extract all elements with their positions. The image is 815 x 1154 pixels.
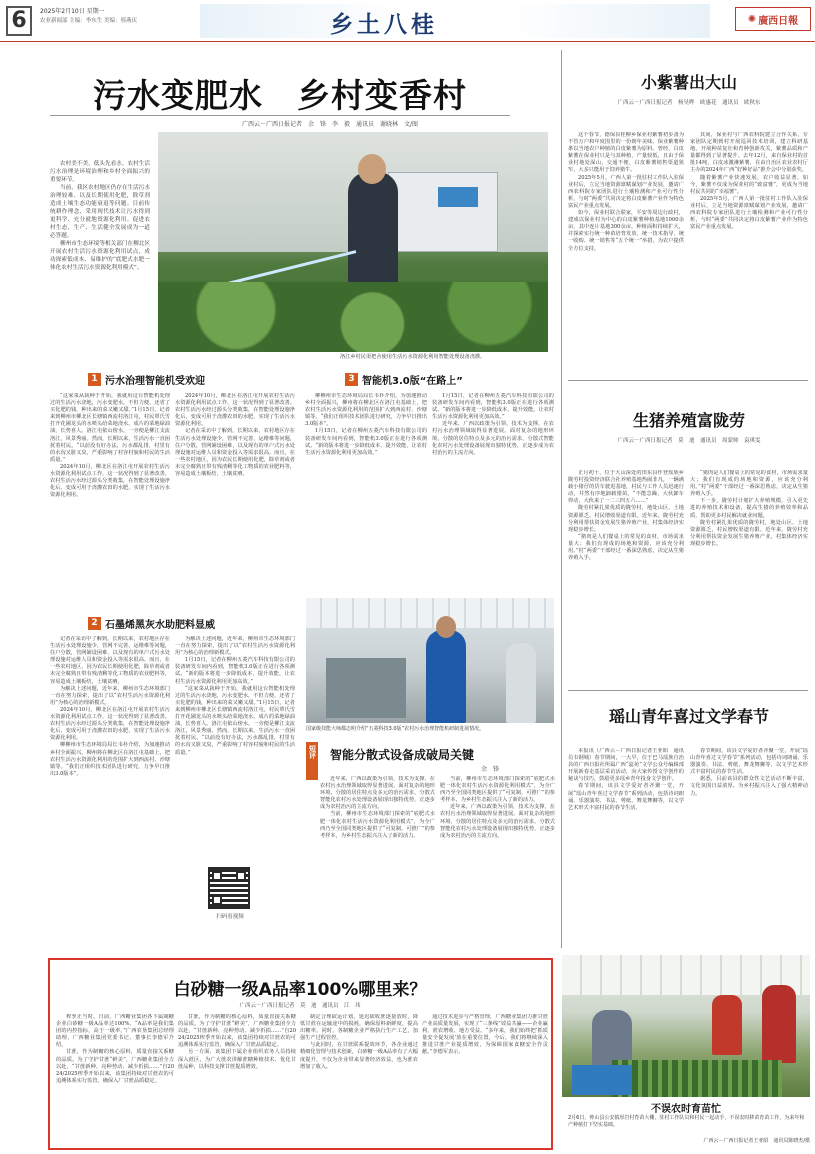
lab-photo-caption: 国家级技能大师都志明介绍“五菱科技3.0版”农村污水治理智能机研制进展情况。 <box>306 726 485 732</box>
body-paragraph: “猪肉是人们餐桌上的常见的食材，市场需求量大；我们有现成的场地和资源，应该充分利用。”村“两委”干部经过一番深思熟虑，决定从生猪养殖入手。 <box>690 470 808 498</box>
seedling-tray-blue <box>572 1065 632 1095</box>
nursery-photo-title: 不误农时育苗忙 <box>651 1104 721 1115</box>
sugar-byline: 广西云－广西日报记者 莫 迪 通讯员 江 玮 <box>239 1003 361 1009</box>
lead-paragraph: 农村美不美，低头先看水。农村生活污水治理是环境治理和乡村全面振兴的重要环节。 <box>50 161 150 183</box>
nursery-photo-credit: 广西云－广西日报记者王亚昭 通讯员陈晓杰/摄 <box>703 1138 810 1144</box>
main-headline-rule <box>50 115 510 116</box>
column-divider <box>561 50 562 948</box>
main-photo <box>158 132 548 352</box>
main-headline: 污水变肥水 乡村变香村 <box>93 76 467 115</box>
body-paragraph: 这个春节，德保县桂柳乡保业村紫薯初步备为不管万户和年度围里的一份朗年美味。保业紫薯种条以当地农户种植的白皮紫薯为原料。曾经，白皮紫薯在保业村只是与其种植，产量较低，且由于保业村地处深山，交通不便，白皮紫薯销售渠道狭窄，大多只能用于饲养猪牛。 <box>568 132 684 174</box>
pig-headline: 生猪养殖富陇劳 <box>632 411 745 430</box>
body-paragraph: 与此同时，在甘蔗联系提效环节，各企业通过精细化管理与技术创新，白砂糖一级A品率有了大幅度提升，不仅为企业带来显著经济效益，也为蔗农增加了收入。 <box>300 1042 418 1070</box>
body-paragraph: 下一步，陇劳村计划扩大养殖规模，引入更先进的养殖技术和设备，提高生猪的养殖效率和品质，帮助更多村民解决就业问题。 <box>690 498 808 519</box>
sugar-body-col1 <box>56 1014 174 1146</box>
nursery-photo-caption: 2月6日，钟山县公安镇厚岩村育苗大棚，驻村工作队员和村民一起动手，不误农时移苗育苗工作，为来年和产种植打下坚实基础。 <box>568 1115 805 1128</box>
pig-byline: 广西云－广西日报记者 莫 迪 通讯员 周蒙帅 袁琪雯 <box>617 438 761 444</box>
body-paragraph: 柳柳州市生态环境局局长韦朴介绍，为加速推动乡村全面振兴，柳州将在柳北区在洛江屯基础上，把农村生活污水资源化利用的范围扩大到西流村、沙塘镇等。“我们正组织技术团队进行研究，力争早日推出3.0版本”。 <box>305 393 427 428</box>
body-paragraph: 2024年10月，柳北区在洛江屯开展农村生活污水资源化利用试点工作，这一状况得到了显著改善。农村生活污水经过源头分类收集，在智能处理设施净化后，变成可用于浇灌农田的水肥，实现了生活污水资源化利用。 <box>50 706 170 742</box>
qr-corner <box>236 871 246 881</box>
body-paragraph: 正月初十，位于大山深处的田东县作登瑶族乡陇劳村投资经济联合社养殖基地热闹非凡，一辆满载小猪仔的货车驶进基地，村民与工作人员迅速行动，井然有序地卸载猪苗。“不能急躁，大伙卸车得动，大伙来了一二三四五六……” <box>568 470 684 505</box>
technician-figure <box>426 630 466 723</box>
page-number: 6 <box>6 6 32 36</box>
section2-title: 石墨烯黑灰水助肥料显威 <box>105 620 215 631</box>
potato-byline: 广西云－广西日报记者 杨昊晔 欧惠花 通讯员 欧秋东 <box>617 100 761 106</box>
qr-corner <box>212 895 222 905</box>
main-byline: 广西云－广西日报记者 余 锋 李 毅 通讯员 谢晓林 文/图 <box>241 121 419 128</box>
seedling-tray <box>612 1060 782 1097</box>
pig-body-col2 <box>690 470 808 678</box>
spring-body-col2 <box>690 748 808 944</box>
villager-figure <box>348 172 398 292</box>
body-paragraph: 近年来，广西以政策为引领，技术为支撑，在农村污水治理领域取得显著进展。面对复杂的地形环境、分散的居住特点及多元的治污需求，分散式智能化农村污水处理设备展现出独特优势，正逐步成为农村治污的主流方向。 <box>320 776 435 811</box>
worker-figure <box>506 643 536 723</box>
body-paragraph: “猪肉是人们餐桌上的常见的食材，市场需求量大；我们有现成的场地和资源，应该充分利用。”村“两委”干部经过一番深思熟虑，决定从生猪养殖入手。 <box>568 533 684 562</box>
body-paragraph: 榨季正当时。日前，广西糖业集团各下属制糖企业白砂糖一级A品率达100%。“A品率是我们集团的内控指标，高于一级率。”广西农垦集团总经理助理、广西糖业集团党委书记、董事长李德军介绍。 <box>56 1014 174 1049</box>
header-editor: 农业新闻部 主编：李东生 美编：邢燕庆 <box>40 18 137 24</box>
body-paragraph: 1月15日，记者在柳州五菱汽车科技有限公司的装备研发车间内看到，智能机3.0版正在进行各项测试。“新的版本将进一步降低成本、提升效能，让农村生活污水资源化利用更加高效。” <box>175 657 295 685</box>
lab-photo <box>306 598 554 723</box>
page-header <box>0 0 815 42</box>
body-paragraph: “这家菜从栽种于开始，我就用这台智能机处理过的生活污水浇地，污水变肥水，不但力便、还省了买化肥的钱，种出来的菜又嫩又甜。”1月15日，记者来到柳州市柳北区长塘镇西流村洛江屯，村民覃氏雪打开花圃龙头的水喷头给菜地浇水。成片的菜地绿油油，长势喜人。洛江屯依山傍水，一旁便是柳江支流洛江，风景秀丽。然而，长期以来，生活污水一直困扰着村民。“以前没有好办法，污水都乱排，村里有的水沟又脏又臭，严重影响了村容村貌和村民的生活质量。” <box>175 685 295 756</box>
body-paragraph: 通过技术进步与严格管理，广西糖业集团力推甘蔗产业高质量发展，实现了“三条线”效益共赢——企业赢利、蔗农增收、地方受益。“多年来，我们始终把‘抓质量安全促发展’放在重要位置，今后，我们将继续深入推进甘蔗产业提质增效，为保障国家食糖安全作贡献。”李德军表示。 <box>422 1014 548 1056</box>
technician-head <box>436 616 456 638</box>
vegetable-bed <box>158 282 548 352</box>
machine-device <box>326 658 406 718</box>
equipment-cabinet <box>388 172 498 252</box>
qr-label: 扫码看视频 <box>216 914 244 920</box>
villager-head <box>358 154 386 184</box>
pig-body <box>568 470 684 678</box>
body-paragraph: 2024年10月，柳北区在洛江屯开展农村生活污水资源化利用试点工作，这一状况得到了显著改善。农村生活污水经过源头分类收集，在智能处理设施净化后，变成可用于浇灌农田的水肥，实现了生活污水资源化利用。 <box>175 393 295 428</box>
body-paragraph: 另一方面，该集团下属企业组织农务人员持续深入蔗区，为广大蔗农讲解蔗糖种植技术、优化甘蔗品种，以科技支撑甘蔗提质增效。 <box>178 1049 296 1070</box>
logo-mark-icon: ✺ <box>747 13 757 25</box>
body-paragraph: 当前，柳州市生态环境部门探索的“底肥式水肥一体化农村生活污水资源化利用模式”，为全广西乃至全国同类地区提供了“可复制、可推广”的参考样本，为乡村生态振兴注入了新的活力。 <box>320 811 435 839</box>
body-paragraph: 制定合理砍运计划，延迟砍收蔗逐量放时，降低甘蔗在运输途中的损耗，确保原料新鲜度，提高出糖率。同时，各制糖企业严格执行生产工艺，加强生产过程管控。 <box>300 1014 418 1042</box>
sugar-headline: 白砂糖一级A品率100%哪里来？ <box>173 980 427 1000</box>
commentary-label-text: 短评 <box>308 745 317 759</box>
body-paragraph: 当前，柳州市生态环境部门探索的“底肥式水肥一体化农村生活污水资源化利用模式”，为全广西乃至全国同类地区提供了“可复制、可推广”的参考样本，为乡村生态振兴注入了新的活力。 <box>440 776 555 804</box>
section1-body <box>50 393 170 593</box>
section-title: 乡土八桂 <box>330 11 438 38</box>
logo-text: 廣西日報 <box>758 15 799 27</box>
commentary-label <box>306 742 318 780</box>
body-paragraph: 甘蔗，作为制糖的核心原料，质量直接关系糖的品质。为了守护甘蔗“鲜美”，广西糖业集团全力以赴，“甘蔗新种、亮种势动、减少折损……”自2024/2025榨季开始以来，该集团持续对甘蔗农的可追溯体系实行监管，确保入厂甘蔗品质稳定。 <box>178 1014 296 1049</box>
body-paragraph: 本报讯（广西云－广西日报记者王亚昭 通讯员韦钢城）春节期间，一大早，位于巴马瑶族自治县的广西日报社所属广西“蕊苑”文学公众号编辑部开展新春走基层采访活动，向大家传授文学创作的秘诀与技巧，鼓励更多瑶乡青年投身文学创作。 <box>568 748 684 783</box>
body-paragraph: 为解决上述问题，近年来，柳州市生态环境部门一直在努力探索，提出了以“农村生活污水资源化利用”为核心的治理新模式。 <box>175 636 295 657</box>
section1-number: 1 <box>88 373 101 386</box>
potato-body-col2 <box>690 132 808 370</box>
section1-title: 污水治理智能机受欢迎 <box>105 376 205 387</box>
section2-heading <box>88 616 215 631</box>
qr-corner <box>212 871 222 881</box>
body-paragraph: 如今，保业村联合联家，平安等周边行政村，建成以保业村为中心的白皮紫薯种植基地1000余亩，其中连片基地300余亩，种植面积持续扩大，并探索实行统一种苗培育发放、统一技术指导、统一收购、统一销售等“五个统一”举措，为农户提供全方位支持。 <box>568 210 684 252</box>
sugar-body-col2 <box>178 1014 296 1146</box>
body-paragraph: 近年来，广西以政策为引领，技术为支撑，在农村污水治理领域取得显著进展。面对复杂的地形环境、分散的居住特点及多元的治污需求，分散式智能化农村污水处理设备展现出独特优势，正逐步成为农村治污的主流方向。 <box>432 421 554 456</box>
body-paragraph: 甘蔗，作为制糖的核心原料，质量直接关系糖的品质。为了守护甘蔗“鲜美”，广西糖业集团全力以赴，“甘蔗新种、亮种势动、减少折损……”自2024/2025榨季开始以来，该集团持续对甘蔗农的可追溯体系实行监管，确保入厂甘蔗品质稳定。 <box>56 1049 174 1084</box>
spring-headline: 瑶山青年喜过文学春节 <box>608 707 769 726</box>
sugar-body-col4 <box>422 1014 548 1146</box>
body-paragraph: 其间，保业村与广西农科院建立合作关系，专家团队定期到村开展巡回技术培训，建立科研基地，开展种苗复壮和育种创新攻关，紫薯品质和产量都得到了显著提升。去年12月，来自保业村的首批14吨，白皮冰激淋紫薯，在由自治区农业农村厅主办的2024年广西“好种好品”推介会中分别获奖。 <box>690 132 808 174</box>
qr-code[interactable] <box>208 867 250 909</box>
header-date: 2025年2月10日 星期一 <box>40 8 105 15</box>
body-paragraph: 柳柳州市生态环境局局长韦朴介绍，为加速推动乡村全面振兴，柳州将在柳北区在洛江屯基础上，把农村生活污水资源化利用的范围扩大到西流村、沙塘镇等。“我们正组织技术团队进行研究，力争早日推出3.0版本”。 <box>50 742 170 777</box>
newspaper-logo <box>735 7 811 31</box>
body-paragraph: 近年来，广西以政策为引领，技术为支撑，在农村污水治理领域取得显著进展。面对复杂的地形环境、分散的居住特点及多元的治污需求，分散式智能化农村污水处理设备展现出独特优势，正逐步成为农村治污的主流方向。 <box>440 804 555 839</box>
sugar-body-col3 <box>300 1014 418 1146</box>
spring-body <box>568 748 684 944</box>
body-paragraph: 记者在采访中了解到，长期以来，农村地区存在生活污水处理设施少，管网不完善，运维难等问题，住户分散，管网铺设困难，以及现有的单户式污水处理设施对运维人员和资金投入等需求很高。而且，在一些农村地区，因为农民长期使用化肥，除草剂或者未完全腐熟且带有残渣剩等化工物质的农业肥料等，容易造成土壤板结，土壤贫瘠。 <box>50 636 170 685</box>
commentary-body-col2 <box>440 776 555 946</box>
section-banner <box>200 4 710 38</box>
lead-paragraph: 当前，我区农村地区仍存在生活污水治理较难、以及长期使用化肥，除草剂造成土壤生态功能衰退等问题。目前传统耕作理念、采用现代技术让污水得到更科学、充分就地资源化利用。促进农村生态，生产、生活健全发展成为一道必答题。 <box>50 185 150 239</box>
section1-body-col2 <box>175 393 295 593</box>
main-photo-caption: 洛江乡村民渠把舍使用生活污水资源化利用智能处理设备浇灌。 <box>340 354 486 360</box>
body-paragraph: 为解决上述问题，近年来，柳州市生态环境部门一直在努力探索，提出了以“农村生活污水资源化利用”为核心的治理新模式。 <box>50 685 170 706</box>
commentary-title: 智能分散式设备成破局关键 <box>330 748 475 762</box>
section3-title: 智能机3.0版“在路上” <box>362 376 463 387</box>
body-paragraph: 春节期间，该县文学爱好者齐聚一堂，开展“瑶山青年喜过文学春节”系列活动，包括诗词朗诵、乐器演奏、书法、剪纸、舞龙舞狮等，以文学艺术形式丰富村民的春节生活。 <box>568 783 684 811</box>
section3-heading <box>345 372 463 387</box>
body-paragraph: 记者在采访中了解到，长期以来，农村地区存在生活污水处理设施少，管网不完善，运维难等问题，住户分散，管网铺设困难，以及现有的单户式污水处理设施对运维人员和资金投入等需求很高。而且，在一些农村地区，因为农民长期使用化肥，除草剂或者未完全腐熟且带有残渣剩等化工物质的农业肥料等，容易造成土壤板结，土壤贫瘠。 <box>175 428 295 478</box>
body-paragraph: 2024年10月，柳北区在洛江屯开展农村生活污水资源化利用试点工作，这一状况得到了显著改善。农村生活污水经过源头分类收集，在智能处理设施净化后，变成可用于浇灌农田的水肥，实现了生活污水资源化利用。 <box>50 463 170 499</box>
body-paragraph: 2025年5月，广西人第一批驻村工作队入驻保业村后，立足当地资源禀赋谋划产业发展，邀请广西农科院专家团队进行土壤检测和产业可行性分析，与时“两委”共同决定将白皮紫薯产业作为特色富民产业重点发展。 <box>568 174 684 209</box>
body-paragraph: 1月15日，记者在柳州五菱汽车科技有限公司的装备研发车间内看到，智能机3.0版正在进行各项测试。“新的版本将进一步降低成本、提升效能，让农村生活污水资源化利用更加高效。” <box>432 393 554 421</box>
section2-body <box>50 636 170 948</box>
body-paragraph: 随着紫薯产业快速发展，农户收益显著，如今，紫薯不仅成为保业村的“致富薯”，更成为当地村民共同的“幸福薯”。 <box>690 174 808 195</box>
body-paragraph: 陇劳村紧扎果优质的陇劳村，地处山区、土地资源匮乏，村民增收渠道有限。近年来，陇劳村充分利用帮扶资金发展生猪养殖产业，村集体经济实现稳步增长。 <box>568 505 684 533</box>
section1-heading <box>88 372 205 387</box>
section3-body-col2 <box>432 393 554 593</box>
section3-body <box>305 393 427 593</box>
potato-divider <box>568 380 808 381</box>
lead-paragraph: 柳州市生态环境等相关部门在柳北区开展农村生活污水资源化利用试点，成功探索低成本、易维护的“底肥式水肥一体化农村生活污水资源化利用模式”。 <box>50 241 150 271</box>
body-paragraph: 1月15日，记者在柳州五菱汽车科技有限公司的装备研发车间内看到，智能机3.0版正在进行各项测试。“新的版本将进一步降低成本、提升效能，让农村生活污水资源化利用更加高效。” <box>305 428 427 456</box>
main-lead <box>50 160 150 340</box>
worker-red-2 <box>762 985 796 1063</box>
equipment-panel <box>438 187 478 207</box>
body-paragraph: 2025年5月，广西人第一批驻村工作队入驻保业村后，立足当地资源禀赋谋划产业发展，邀请广西农科院专家团队进行土壤检测和产业可行性分析，与时“两委”共同决定将白皮紫薯产业作为特色富民产业重点发展。 <box>690 195 808 231</box>
potato-body <box>568 132 684 370</box>
body-paragraph: 据悉，目前该县的群众性文艺活动不断丰富，文化氛围日益浓厚，为乡村振兴注入了强大精神动力。 <box>690 776 808 797</box>
nursery-photo <box>562 955 810 1097</box>
potato-headline: 小紫薯出大山 <box>640 73 737 92</box>
commentary-author: 余 锋 <box>480 766 499 773</box>
section2-number: 2 <box>88 617 101 630</box>
commentary-body <box>320 776 435 946</box>
lab-roof <box>306 598 554 628</box>
body-paragraph: “这家菜从栽种于开始，我就用这台智能机处理过的生活污水浇地，污水变肥水，不但力便、还省了买化肥的钱，种出来的菜又嫩又甜。”1月15日，记者来到柳州市柳北区长塘镇西流村洛江屯，村民覃氏雪打开花圃龙头的水喷头给菜地浇水。成片的菜地绿油油，长势喜人。洛江屯依山傍水，一旁便是柳江支流洛江，风景秀丽。然而，长期以来，生活污水一直困扰着村民。“以前没有好办法，污水都乱排，村里有的水沟又脏又臭，严重影响了村容村貌和村民的生活质量。” <box>50 393 170 463</box>
body-paragraph: 陇劳村紧扎果优质的陇劳村，地处山区、土地资源匮乏，村民增收渠道有限。近年来，陇劳村充分利用帮扶资金发展生猪养殖产业，村集体经济实现稳步增长。 <box>690 519 808 547</box>
worker-red <box>712 995 742 1055</box>
pig-divider <box>568 690 808 691</box>
section3-number: 3 <box>345 373 358 386</box>
body-paragraph: 春节期间，该县文学爱好者齐聚一堂，开展“瑶山青年喜过文学春节”系列活动，包括诗词朗诵、乐器演奏、书法、剪纸、舞龙舞狮等，以文学艺术形式丰富村民的春节生活。 <box>690 748 808 776</box>
